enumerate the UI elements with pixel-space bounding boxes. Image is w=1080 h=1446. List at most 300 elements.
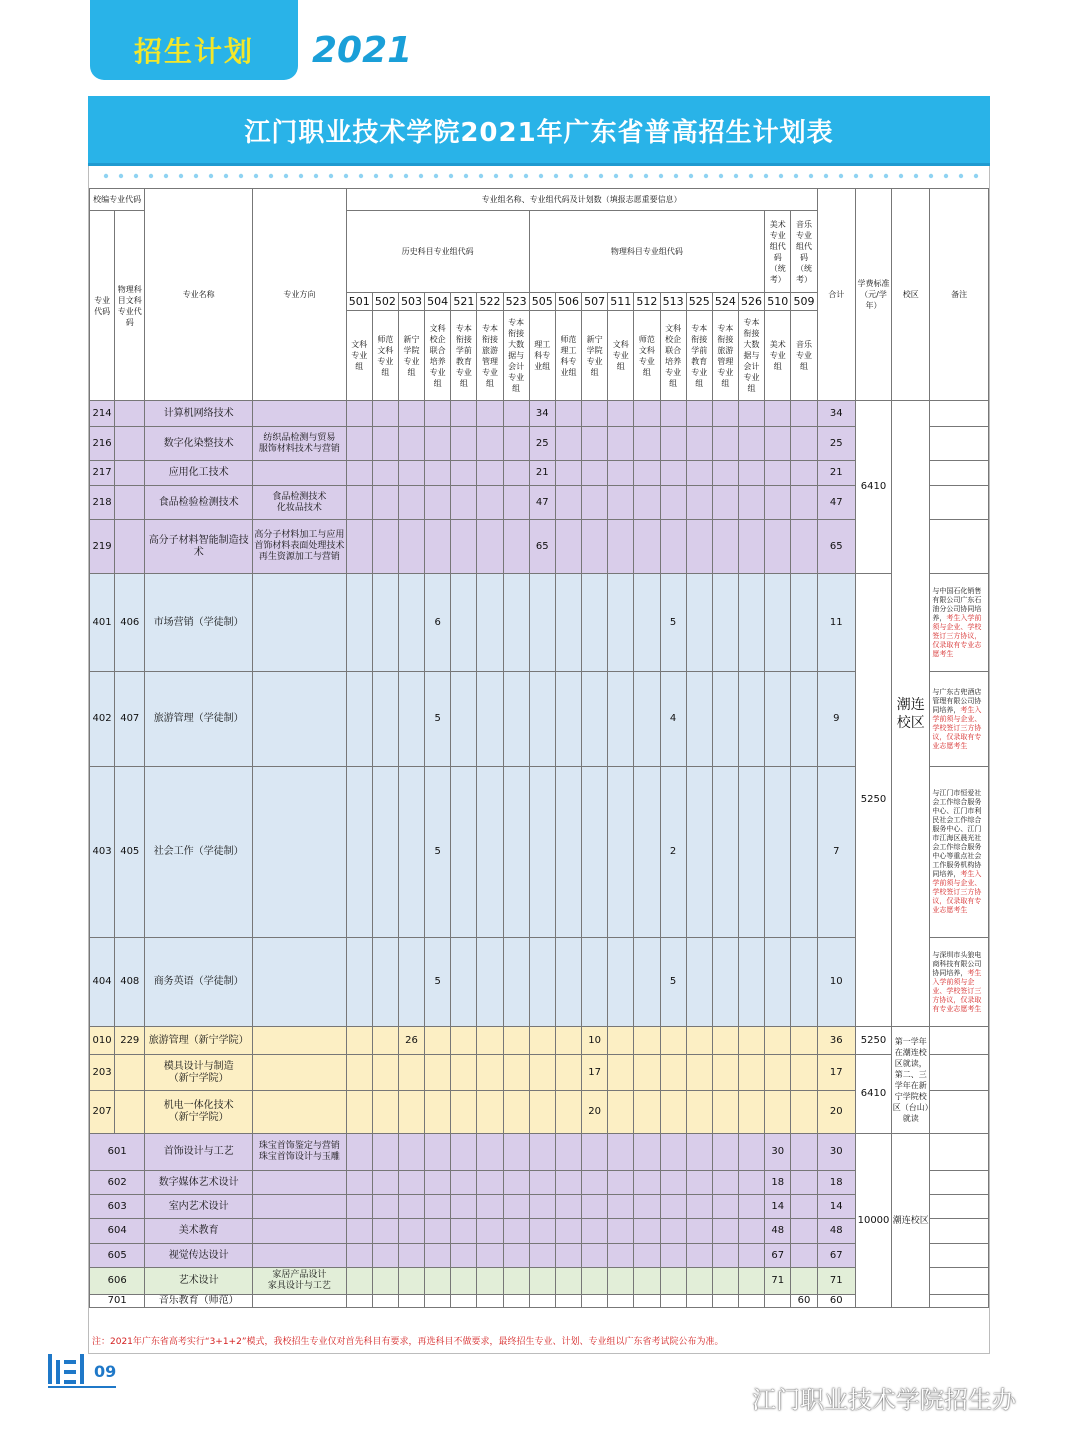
group-plan-count	[660, 1195, 686, 1219]
physics-major-code	[115, 520, 145, 574]
divider-dot	[494, 174, 498, 178]
fee-value: 5250	[855, 1027, 891, 1055]
footnote: 注：2021年广东省高考实行“3+1+2”模式，我校招生专业仅对首先科目有要求，再选科目不做要求，最终招生专业、计划、专业组以广东省考试院公布为准。	[92, 1337, 724, 1347]
group-plan-count	[738, 767, 764, 938]
group-plan-count	[529, 672, 555, 767]
row-total: 21	[817, 461, 855, 486]
major-code: 604	[90, 1219, 145, 1244]
major-direction	[253, 938, 347, 1027]
divider-dot	[689, 174, 693, 178]
group-plan-count	[425, 1244, 451, 1268]
header-group-name: 专本衔接大数据与会计专业组	[738, 311, 764, 401]
group-plan-count: 5	[425, 672, 451, 767]
group-plan-count	[555, 574, 581, 672]
group-plan-count	[503, 1195, 529, 1219]
group-plan-count	[398, 1195, 424, 1219]
row-total: 36	[817, 1027, 855, 1055]
header-group-code: 504	[425, 293, 451, 311]
wechat-icon	[706, 1383, 746, 1413]
header-group-name: 专本衔接学前教育专业组	[451, 311, 477, 401]
group-plan-count	[660, 486, 686, 520]
group-plan-count	[791, 1027, 817, 1055]
major-name: 旅游管理（新宁学院）	[145, 1027, 253, 1055]
row-total: 18	[817, 1171, 855, 1195]
group-plan-count	[712, 938, 738, 1027]
header-group-name: 专本衔接旅游管理专业组	[712, 311, 738, 401]
group-plan-count	[608, 461, 634, 486]
major-name: 室内艺术设计	[145, 1195, 253, 1219]
remark-cell	[930, 1027, 989, 1055]
major-code: 218	[90, 486, 115, 520]
group-plan-count	[660, 1027, 686, 1055]
major-name: 音乐教育（师范）	[145, 1295, 253, 1308]
row-total: 48	[817, 1219, 855, 1244]
header-major-code: 专业代码	[90, 211, 115, 401]
group-plan-count	[503, 1268, 529, 1295]
group-plan-count	[503, 427, 529, 461]
header-major-direction: 专业方向	[253, 189, 347, 401]
group-plan-count	[451, 672, 477, 767]
group-plan-count	[660, 1134, 686, 1171]
group-plan-count	[712, 486, 738, 520]
divider-dot	[554, 174, 558, 178]
physics-major-code: 407	[115, 672, 145, 767]
table-row	[90, 1134, 989, 1171]
header-group-code: 524	[712, 293, 738, 311]
group-plan-count	[765, 520, 791, 574]
group-plan-count	[346, 486, 372, 520]
table-row	[90, 427, 989, 461]
group-plan-count	[529, 1134, 555, 1171]
group-plan-count	[503, 520, 529, 574]
group-plan-count	[712, 1195, 738, 1219]
group-plan-count	[582, 1219, 608, 1244]
table-row	[90, 767, 989, 938]
major-name: 食品检验检测技术	[145, 486, 253, 520]
divider-dot	[269, 174, 273, 178]
major-code: 404	[90, 938, 115, 1027]
divider-dot	[584, 174, 588, 178]
group-plan-count	[608, 672, 634, 767]
group-plan-count	[712, 401, 738, 427]
header-group-code: 523	[503, 293, 529, 311]
group-plan-count	[398, 1219, 424, 1244]
remark-text: 与广东古兜酒店管理有限公司协同培养，	[932, 687, 982, 714]
group-plan-count	[425, 486, 451, 520]
header-group-name: 理工科专业组	[529, 311, 555, 401]
group-plan-count	[738, 1134, 764, 1171]
divider-dot	[149, 174, 153, 178]
major-code: 207	[90, 1091, 115, 1134]
header-group-name: 音乐专业组	[791, 311, 817, 401]
divider-dot	[524, 174, 528, 178]
row-total: 34	[817, 401, 855, 427]
group-plan-count	[398, 1268, 424, 1295]
group-plan-count	[451, 401, 477, 427]
group-plan-count	[555, 427, 581, 461]
header-group-name: 专本衔接学前教育专业组	[686, 311, 712, 401]
major-name: 艺术设计	[145, 1268, 253, 1295]
group-plan-count	[660, 1295, 686, 1308]
group-plan-count	[451, 486, 477, 520]
remark-cell	[930, 486, 989, 520]
dot-divider	[100, 170, 980, 182]
group-plan-count	[503, 401, 529, 427]
major-direction: 食品检测技术 化妆品技术	[253, 486, 347, 520]
major-direction: 高分子材料加工与应用 首饰材料表面处理技术 再生资源加工与营销	[253, 520, 347, 574]
group-plan-count	[529, 1244, 555, 1268]
group-plan-count	[582, 938, 608, 1027]
group-plan-count	[477, 1091, 503, 1134]
divider-dot	[809, 174, 813, 178]
divider-dot	[314, 174, 318, 178]
divider-dot	[974, 174, 978, 178]
group-plan-count	[555, 461, 581, 486]
group-plan-count	[791, 401, 817, 427]
divider-dot	[629, 174, 633, 178]
group-plan-count	[451, 461, 477, 486]
divider-dot	[779, 174, 783, 178]
group-plan-count	[738, 401, 764, 427]
group-plan-count	[451, 1134, 477, 1171]
divider-dot	[734, 174, 738, 178]
group-plan-count	[477, 1219, 503, 1244]
table-row	[90, 1055, 989, 1091]
divider-dot	[419, 174, 423, 178]
group-plan-count	[398, 574, 424, 672]
group-plan-count	[503, 672, 529, 767]
divider-dot	[119, 174, 123, 178]
group-plan-count	[791, 461, 817, 486]
major-direction	[253, 574, 347, 672]
divider-dot	[209, 174, 213, 178]
major-code: 606	[90, 1268, 145, 1295]
group-plan-count	[372, 1268, 398, 1295]
divider-dot	[194, 174, 198, 178]
group-plan-count	[372, 938, 398, 1027]
major-name: 美术教育	[145, 1219, 253, 1244]
major-name: 机电一体化技术 （新宁学院）	[145, 1091, 253, 1134]
divider-dot	[749, 174, 753, 178]
major-code: 602	[90, 1171, 145, 1195]
group-plan-count	[765, 767, 791, 938]
divider-dot	[569, 174, 573, 178]
group-plan-count	[451, 1171, 477, 1195]
header-group-code: 513	[660, 293, 686, 311]
group-plan-count	[791, 1134, 817, 1171]
group-plan-count	[398, 1171, 424, 1195]
group-plan-count	[765, 1055, 791, 1091]
group-plan-count: 71	[765, 1268, 791, 1295]
group-plan-count	[791, 1195, 817, 1219]
header-group-name: 文科校企联合培养专业组	[660, 311, 686, 401]
group-plan-count	[451, 1027, 477, 1055]
section-tab-label: 招生计划	[133, 35, 254, 68]
divider-dot	[644, 174, 648, 178]
group-plan-count	[634, 1027, 660, 1055]
group-plan-count	[477, 1195, 503, 1219]
group-plan-count	[372, 574, 398, 672]
major-name: 商务英语（学徒制）	[145, 938, 253, 1027]
group-plan-count	[451, 1091, 477, 1134]
divider-dot	[359, 174, 363, 178]
row-total: 65	[817, 520, 855, 574]
row-total: 10	[817, 938, 855, 1027]
group-plan-count	[555, 486, 581, 520]
group-plan-count	[634, 1295, 660, 1308]
physics-major-code	[115, 486, 145, 520]
group-plan-count	[608, 1268, 634, 1295]
group-plan-count	[686, 520, 712, 574]
group-plan-count	[529, 574, 555, 672]
group-plan-count	[712, 672, 738, 767]
group-plan-count	[555, 1091, 581, 1134]
table-row	[90, 672, 989, 767]
remark-cell	[930, 401, 989, 427]
major-code: 219	[90, 520, 115, 574]
group-plan-count	[582, 1244, 608, 1268]
group-plan-count	[765, 401, 791, 427]
major-code: 403	[90, 767, 115, 938]
group-plan-count	[634, 938, 660, 1027]
group-plan-count	[660, 1268, 686, 1295]
header-group-code: 506	[555, 293, 581, 311]
group-plan-count	[451, 1055, 477, 1091]
group-plan-count	[634, 401, 660, 427]
header-group-code: 525	[686, 293, 712, 311]
divider-dot	[899, 174, 903, 178]
group-plan-count	[712, 1268, 738, 1295]
group-plan-count	[608, 1219, 634, 1244]
group-plan-count	[634, 461, 660, 486]
group-plan-count	[503, 1295, 529, 1308]
group-plan-count	[634, 1268, 660, 1295]
remark-text: 与中国石化销售有限公司广东石油分公司协同培养，	[932, 586, 982, 622]
group-plan-count	[686, 767, 712, 938]
header-group-name: 师范文科专业组	[634, 311, 660, 401]
major-name: 市场营销（学徒制）	[145, 574, 253, 672]
major-code: 010	[90, 1027, 115, 1055]
group-plan-count	[608, 1244, 634, 1268]
divider-dot	[509, 174, 513, 178]
table-row	[90, 1091, 989, 1134]
group-plan-count	[765, 1027, 791, 1055]
group-plan-count	[582, 1171, 608, 1195]
group-plan-count	[346, 1091, 372, 1134]
group-plan-count	[634, 486, 660, 520]
header-group-name: 专本衔接大数据与会计专业组	[503, 311, 529, 401]
group-plan-count	[660, 1055, 686, 1091]
group-plan-count	[791, 427, 817, 461]
group-plan-count	[477, 461, 503, 486]
group-plan-count	[555, 1268, 581, 1295]
group-plan-count	[686, 1268, 712, 1295]
table-row	[90, 1268, 989, 1295]
group-plan-count	[372, 1027, 398, 1055]
group-plan-count	[712, 1134, 738, 1171]
physics-major-code: 405	[115, 767, 145, 938]
group-plan-count	[712, 767, 738, 938]
group-plan-count: 4	[660, 672, 686, 767]
group-plan-count	[346, 1244, 372, 1268]
remark-cell	[930, 672, 989, 767]
group-plan-count	[712, 520, 738, 574]
group-plan-count	[398, 401, 424, 427]
group-plan-count	[425, 1268, 451, 1295]
group-plan-count	[686, 574, 712, 672]
group-plan-count	[582, 1134, 608, 1171]
campus-value: 潮连校区	[892, 1134, 930, 1308]
remark-cell	[930, 1134, 989, 1171]
group-plan-count	[398, 1244, 424, 1268]
row-total: 17	[817, 1055, 855, 1091]
group-plan-count	[398, 1091, 424, 1134]
page-title: 江门职业技术学院2021年广东省普高招生计划表	[244, 118, 834, 148]
group-plan-count	[477, 520, 503, 574]
campus-value: 潮连校区	[892, 401, 930, 1027]
group-plan-count	[555, 767, 581, 938]
major-name: 计算机网络技术	[145, 401, 253, 427]
group-plan-count	[477, 1055, 503, 1091]
group-plan-count	[608, 427, 634, 461]
group-plan-count	[346, 427, 372, 461]
group-plan-count	[686, 401, 712, 427]
group-plan-count	[608, 1055, 634, 1091]
group-plan-count	[686, 938, 712, 1027]
group-plan-count	[372, 1134, 398, 1171]
divider-dot	[299, 174, 303, 178]
group-plan-count	[503, 1027, 529, 1055]
row-total: 9	[817, 672, 855, 767]
group-plan-count	[372, 427, 398, 461]
group-plan-count	[555, 1134, 581, 1171]
header-history-group: 历史科目专业组代码	[346, 211, 529, 293]
group-plan-count	[503, 1219, 529, 1244]
group-plan-count	[451, 520, 477, 574]
group-plan-count	[634, 1134, 660, 1171]
divider-dot	[329, 174, 333, 178]
major-code: 701	[90, 1295, 145, 1308]
header-group-code: 501	[346, 293, 372, 311]
group-plan-count	[765, 427, 791, 461]
major-name: 社会工作（学徒制）	[145, 767, 253, 938]
header-group-code: 509	[791, 293, 817, 311]
group-plan-count	[712, 1295, 738, 1308]
header-group-code: 522	[477, 293, 503, 311]
header-group-code: 503	[398, 293, 424, 311]
group-plan-count	[660, 427, 686, 461]
header-group-name: 文科校企联合培养专业组	[425, 311, 451, 401]
group-plan-count	[712, 1244, 738, 1268]
physics-major-code	[115, 427, 145, 461]
remark-warning: 考生入学前须与企业、学校签订三方协议，仅录取有专业志愿考生	[932, 613, 982, 658]
divider-dot	[239, 174, 243, 178]
group-plan-count	[634, 767, 660, 938]
group-plan-count	[791, 1244, 817, 1268]
divider-dot	[479, 174, 483, 178]
group-plan-count	[477, 401, 503, 427]
major-direction	[253, 1219, 347, 1244]
group-plan-count	[660, 401, 686, 427]
divider-dot	[254, 174, 258, 178]
group-plan-count	[608, 1134, 634, 1171]
group-plan-count	[738, 938, 764, 1027]
group-plan-count	[372, 1244, 398, 1268]
group-plan-count	[791, 767, 817, 938]
group-plan-count	[555, 1055, 581, 1091]
major-code: 601	[90, 1134, 145, 1171]
divider-dot	[224, 174, 228, 178]
divider-dot	[599, 174, 603, 178]
group-plan-count: 20	[582, 1091, 608, 1134]
header-group-code: 512	[634, 293, 660, 311]
table-row	[90, 1244, 989, 1268]
group-plan-count	[503, 1055, 529, 1091]
row-total: 67	[817, 1244, 855, 1268]
group-plan-count	[372, 486, 398, 520]
group-plan-count	[582, 1195, 608, 1219]
group-plan-count	[346, 767, 372, 938]
remark-cell	[930, 767, 989, 938]
group-plan-count: 21	[529, 461, 555, 486]
major-code: 605	[90, 1244, 145, 1268]
divider-dot	[104, 174, 108, 178]
remark-warning: 考生入学前须与企业、学校签订三方协议，仅录取有专业志愿考生	[932, 705, 982, 750]
major-code: 203	[90, 1055, 115, 1091]
group-plan-count	[738, 574, 764, 672]
divider-dot	[959, 174, 963, 178]
group-plan-count	[712, 1055, 738, 1091]
divider-dot	[344, 174, 348, 178]
major-name: 首饰设计与工艺	[145, 1134, 253, 1171]
group-plan-count	[451, 1244, 477, 1268]
group-plan-count: 26	[398, 1027, 424, 1055]
header-physics-major-code: 物理科目文科专业代码	[115, 211, 145, 401]
group-plan-count	[503, 1244, 529, 1268]
group-plan-count	[425, 427, 451, 461]
group-plan-count	[791, 486, 817, 520]
divider-dot	[929, 174, 933, 178]
group-plan-count: 5	[660, 938, 686, 1027]
group-plan-count	[582, 1295, 608, 1308]
major-name: 旅游管理（学徒制）	[145, 672, 253, 767]
group-plan-count	[529, 1219, 555, 1244]
physics-major-code: 229	[115, 1027, 145, 1055]
divider-dot	[284, 174, 288, 178]
group-plan-count	[529, 1295, 555, 1308]
section-tab	[90, 0, 298, 80]
enrollment-table	[89, 188, 989, 1308]
major-code: 217	[90, 461, 115, 486]
group-plan-count	[608, 574, 634, 672]
major-code: 401	[90, 574, 115, 672]
group-plan-count	[634, 574, 660, 672]
group-plan-count	[686, 1195, 712, 1219]
group-plan-count	[738, 1195, 764, 1219]
remark-cell	[930, 1091, 989, 1134]
row-total: 11	[817, 574, 855, 672]
remark-cell	[930, 1219, 989, 1244]
major-direction: 家居产品设计 家具设计与工艺	[253, 1268, 347, 1295]
divider-dot	[134, 174, 138, 178]
header-group-code: 507	[582, 293, 608, 311]
major-direction: 珠宝首饰鉴定与营销 珠宝首饰设计与玉雕	[253, 1134, 347, 1171]
group-plan-count	[398, 1055, 424, 1091]
header-total: 合计	[817, 189, 855, 401]
divider-dot	[884, 174, 888, 178]
group-plan-count	[372, 1171, 398, 1195]
group-plan-count	[660, 1244, 686, 1268]
